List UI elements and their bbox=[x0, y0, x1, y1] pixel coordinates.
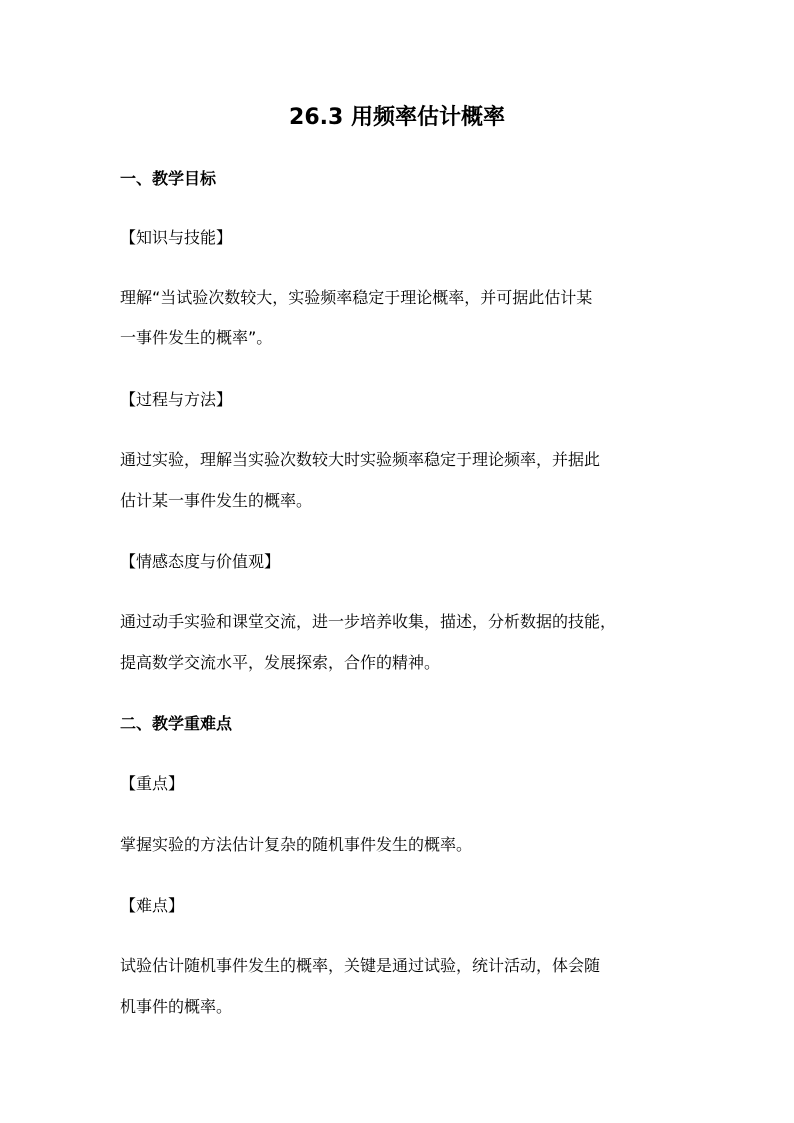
label-difficult-point: 【难点】 bbox=[120, 896, 185, 915]
paragraph-line: 通过实验，理解当实验次数较大时实验频率稳定于理论频率，并据此 bbox=[120, 450, 601, 469]
paragraph-line: 试验估计随机事件发生的概率，关键是通过试验，统计活动，体会随 bbox=[120, 956, 601, 975]
paragraph-line: 通过动手实验和课堂交流，进一步培养收集，描述，分析数据的技能， bbox=[120, 612, 617, 631]
label-process-methods: 【过程与方法】 bbox=[120, 390, 233, 409]
label-key-point: 【重点】 bbox=[120, 774, 185, 793]
document-title: 26.3 用频率估计概率 bbox=[289, 105, 505, 130]
section-heading-key-difficult: 二、教学重难点 bbox=[120, 714, 233, 733]
label-emotion-values: 【情感态度与价值观】 bbox=[120, 552, 281, 571]
paragraph-line: 一事件发生的概率”。 bbox=[120, 328, 273, 347]
paragraph-line: 提高数学交流水平，发展探索，合作的精神。 bbox=[120, 653, 441, 672]
paragraph-line: 机事件的概率。 bbox=[120, 997, 233, 1016]
paragraph-line: 理解“当试验次数较大，实验频率稳定于理论概率，并可据此估计某 bbox=[120, 288, 593, 307]
paragraph-line: 掌握实验的方法估计复杂的随机事件发生的概率。 bbox=[120, 835, 473, 854]
section-heading-objectives: 一、教学目标 bbox=[120, 169, 217, 188]
paragraph-line: 估计某一事件发生的概率。 bbox=[120, 491, 313, 510]
label-knowledge-skills: 【知识与技能】 bbox=[120, 228, 233, 247]
